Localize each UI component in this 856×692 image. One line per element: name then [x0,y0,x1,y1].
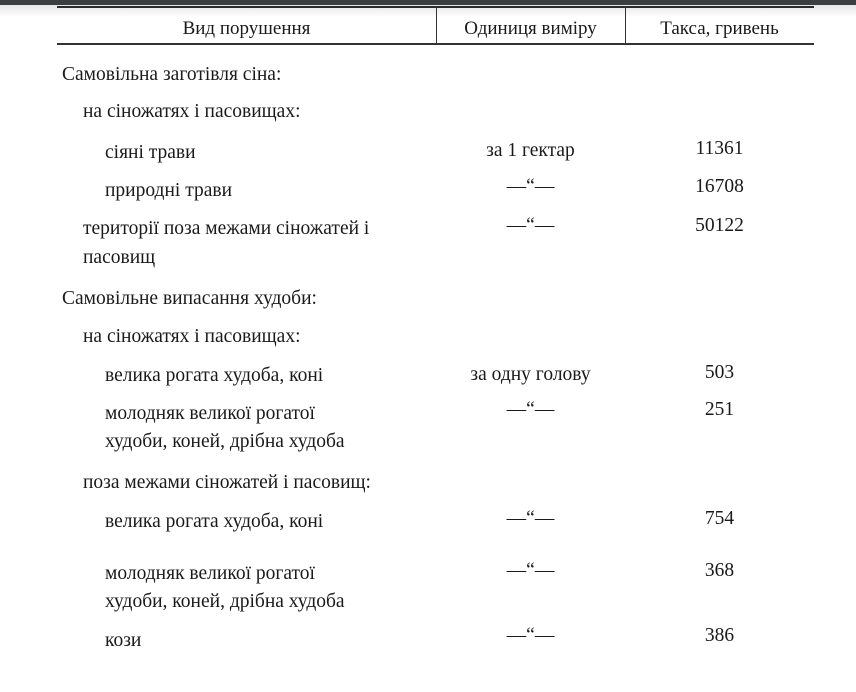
unit-cell: —“— [506,176,555,197]
violation-cell-line2: худоби, коней, дрібна худоба [105,591,345,612]
section-heading: Самовільна заготівля сіна: [62,64,282,85]
subsection-heading: на сіножатях і пасовищах: [83,101,301,122]
violation-cell: велика рогата худоба, коні [105,365,324,386]
subsection-heading: на сіножатях і пасовищах: [83,326,301,347]
violation-cell: молодняк великої рогатої [105,563,315,584]
section-heading: Самовільне випасання худоби: [62,288,317,309]
rate-cell: 50122 [695,215,744,236]
header-unit: Одиниця виміру [464,18,597,39]
header-rate: Такса, гривень [660,18,779,39]
rate-cell: 11361 [695,138,744,159]
rate-cell: 503 [704,362,735,383]
unit-cell: —“— [506,508,555,529]
subsection-heading: поза межами сіножатей і пасовищ: [83,472,371,493]
unit-cell: за 1 гектар [486,140,575,161]
rate-cell: 368 [704,560,735,581]
unit-cell: —“— [506,215,555,236]
unit-cell: за одну голову [470,364,591,385]
violation-cell-line2: худоби, коней, дрібна худоба [105,431,345,452]
rate-cell: 251 [704,399,735,420]
rate-cell: 754 [704,508,735,529]
unit-cell: —“— [506,399,555,420]
violation-cell: велика рогата худоба, коні [105,511,324,532]
violation-cell-line2: пасовищ [83,247,156,268]
unit-cell: —“— [506,560,555,581]
violation-cell: кози [105,630,142,651]
violation-cell: природні трави [105,180,233,201]
violation-cell: молодняк великої рогатої [105,403,315,424]
violation-cell: території поза межами сіножатей і [83,218,370,239]
rate-cell: 386 [704,625,735,646]
unit-cell: —“— [506,625,555,646]
header-violation: Вид порушення [182,18,311,39]
violation-cell: сіяні трави [105,142,196,163]
rate-cell: 16708 [695,176,744,197]
